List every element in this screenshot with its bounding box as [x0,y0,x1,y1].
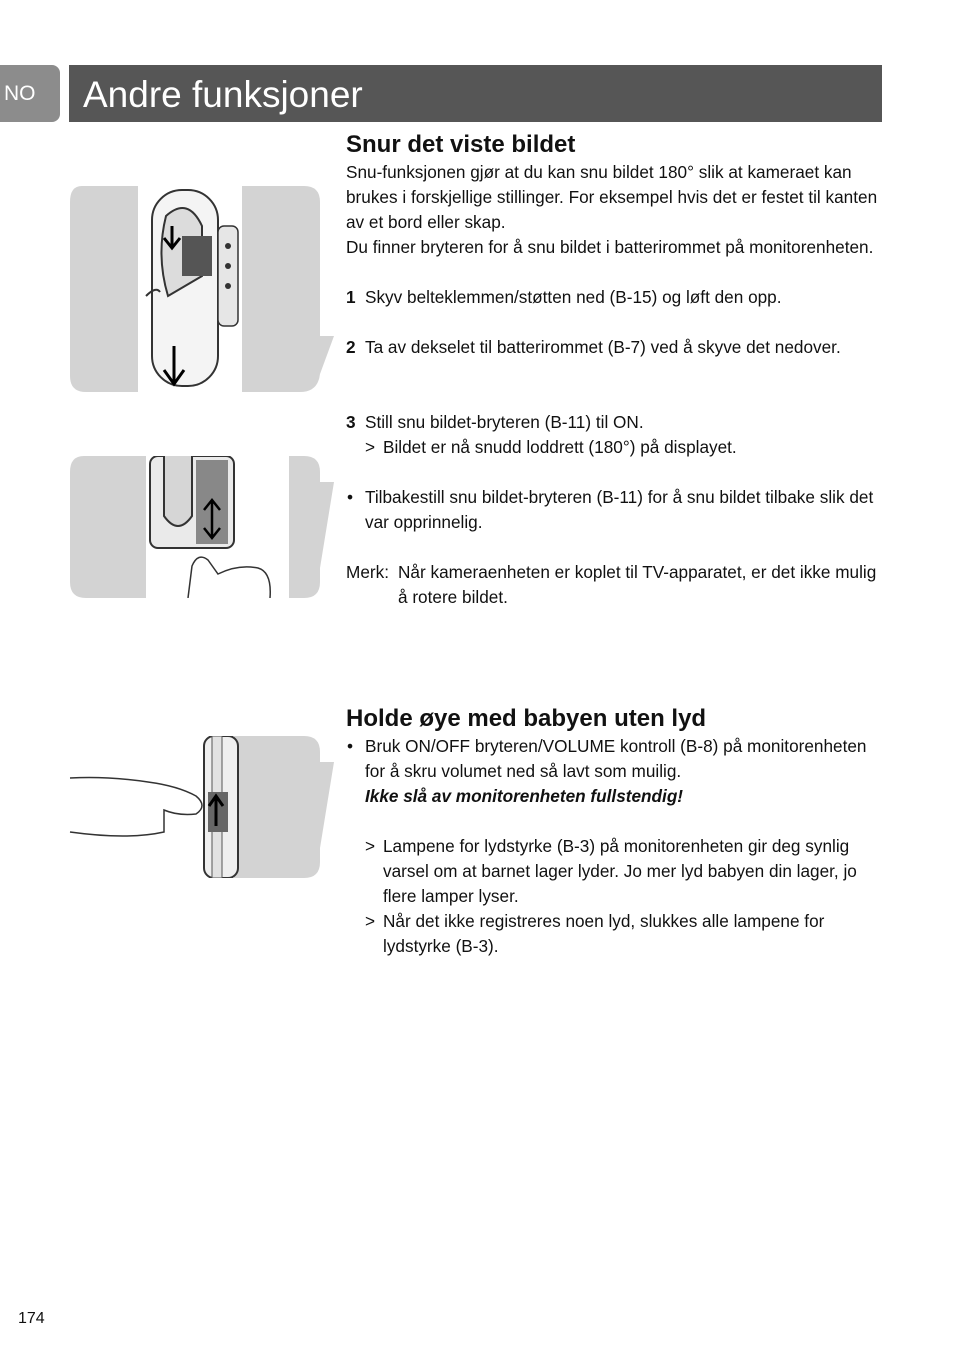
flip-switch-illustration [68,456,334,598]
section-heading-silent: Holde øye med babyen uten lyd [346,705,707,732]
result-item [346,834,886,909]
result-marker: > [365,911,376,931]
warning-text: Ikke slå av monitorenheten fullstendig! [365,786,684,806]
intro-paragraph: Snu-funksjonen gjør at du kan snu bildet 180° slik at kameraet kan brukes i forskjellige stillinger. For eksempel hvis det er festet til kanten av et bord eller skap. [346,162,878,232]
step-item [346,335,886,360]
bullet-item [346,734,886,784]
bullet-item [346,485,886,535]
step-text: Ta av dekselet til batterirommet (B-7) ved å skyve det nedover. [365,337,841,357]
bullet-text: Tilbakestill snu bildet-bryteren (B-11) for å snu bildet tilbake slik det var opprinnelig. [365,487,874,532]
section-heading-flip: Snur det viste bildet [346,131,576,158]
section-silent-monitoring [346,704,886,959]
step-number: 2 [346,337,356,357]
result-item [346,909,886,959]
figure-flip-switch [68,456,334,598]
figure-belt-clip [68,186,334,392]
volume-control-illustration [68,736,334,878]
note-label: Merk: [346,562,389,582]
step-number: 3 [346,412,356,432]
result-marker: > [365,836,376,856]
belt-clip-illustration [68,186,334,392]
step-number: 1 [346,287,356,307]
page-number: 174 [18,1310,45,1327]
bullet-text: Bruk ON/OFF bryteren/VOLUME kontroll (B-8) på monitorenheten for å skru volumet ned så lavt som muilig. [365,736,867,781]
result-marker: > [365,437,376,457]
step-text: Still snu bildet-bryteren (B-11) til ON. [365,412,644,432]
language-tab: NO [0,65,60,122]
bullet-marker: • [347,487,354,507]
bullet-marker: • [347,736,354,756]
page-title: Andre funksjoner [83,74,363,115]
figure-volume-control [68,736,334,878]
note [346,560,886,610]
result-text: Lampene for lydstyrke (B-3) på monitorenheten gir deg synlig varsel om at barnet lager lyder. Jo mer lyd babyen din lager, jo flere lamper lyser. [383,836,857,906]
title-bar [69,65,882,122]
step-result [346,435,886,460]
result-text: Når det ikke registreres noen lyd, slukkes alle lampene for lydstyrke (B-3). [383,911,825,956]
result-text: Bildet er nå snudd loddrett (180°) på displayet. [383,437,737,457]
note-text: Når kameraenheten er koplet til TV-apparatet, er det ikke mulig å rotere bildet. [398,562,877,607]
step-text: Skyv belteklemmen/støtten ned (B-15) og løft den opp. [365,287,782,307]
step-item [346,410,886,435]
intro-paragraph: Du finner bryteren for å snu bildet i batterirommet på monitorenheten. [346,237,874,257]
section-flip-image [346,130,886,610]
step-item [346,285,886,310]
